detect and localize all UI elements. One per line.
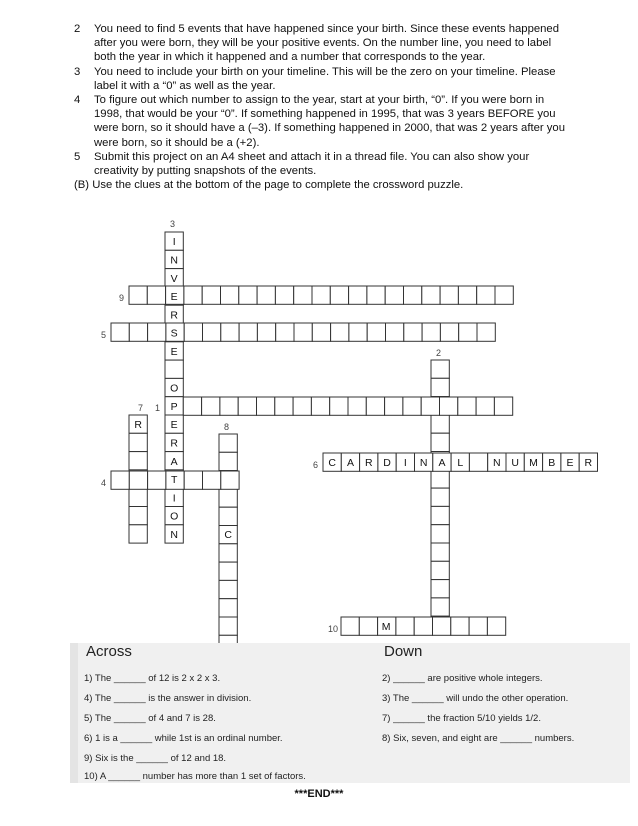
crossword-letter: R [170,437,178,450]
crossword-cell[interactable] [221,471,239,489]
crossword-cell[interactable] [311,397,329,415]
crossword-letter: O [170,382,179,395]
crossword-letter: N [170,528,178,541]
crossword-cell[interactable] [129,452,147,470]
end-marker: ***END*** [294,788,344,800]
crossword-cell[interactable] [469,453,487,471]
crossword-cell[interactable] [219,599,237,617]
crossword-cell[interactable] [458,397,476,415]
crossword-letter: A [346,457,354,470]
crossword-cell[interactable] [367,286,385,304]
crossword-cell[interactable] [294,323,312,341]
crossword-cell[interactable] [221,286,239,304]
crossword-cell[interactable] [129,323,147,341]
crossword-cell[interactable] [469,617,487,635]
crossword-letter: M [529,457,538,470]
crossword-letter: V [170,272,178,285]
crossword-letter: N [170,254,178,267]
crossword-grid [0,210,638,650]
down-clue-7: 7) ______ the fraction 5/10 yields 1/2. [382,713,541,724]
crossword-letter: E [170,291,178,304]
crossword-cell[interactable] [202,286,220,304]
crossword-letter: L [457,457,464,470]
crossword-cell[interactable] [184,286,202,304]
crossword-cell[interactable] [458,286,476,304]
crossword-cell[interactable] [385,286,403,304]
crossword-cell[interactable] [341,617,359,635]
clue-number-1: 1 [155,403,161,413]
crossword-cell[interactable] [495,286,513,304]
crossword-cell[interactable] [148,323,166,341]
instruction-item [74,93,574,150]
down-clue-2: 2) ______ are positive whole integers. [382,673,543,684]
crossword-cell[interactable] [129,286,147,304]
crossword-cell[interactable] [202,397,220,415]
across-clue-1: 1) The ______ of 12 is 2 x 2 x 3. [84,673,221,684]
crossword-cell[interactable] [184,323,202,341]
instruction-item [74,22,574,65]
crossword-letter: R [584,457,593,470]
crossword-letter: E [170,345,178,358]
crossword-cell[interactable] [239,323,257,341]
crossword-cell[interactable] [275,397,293,415]
crossword-cell[interactable] [422,286,440,304]
crossword-cell[interactable] [487,617,505,635]
crossword-cell[interactable] [459,323,477,341]
crossword-cell[interactable] [421,397,439,415]
crossword-cell[interactable] [477,286,495,304]
crossword-cell[interactable] [219,544,237,562]
crossword-letter: P [170,400,178,413]
crossword-cell[interactable] [330,397,348,415]
crossword-letter: R [134,419,142,432]
crossword-cell[interactable] [147,286,165,304]
crossword-letter: C [328,457,336,470]
crossword-cell[interactable] [349,286,367,304]
crossword-cell[interactable] [477,323,495,341]
crossword-letter: B [548,457,556,470]
instruction-number: 4 [74,94,81,107]
crossword-cell[interactable] [396,617,414,635]
crossword-cell[interactable] [165,360,183,378]
crossword-cell[interactable] [221,323,239,341]
crossword-letter: E [170,419,178,432]
crossword-letter: E [566,457,574,470]
crossword-cell[interactable] [431,415,449,433]
crossword-cell[interactable] [183,397,201,415]
crossword-cell[interactable] [422,323,440,341]
across-heading: Across [86,643,132,660]
instruction-text: You need to include your birth on your timeline. This will be the zero on your timeline. Please label it with a “0” as well as the year. [94,65,556,92]
clue-number-9: 9 [119,293,125,303]
crossword-cell[interactable] [385,397,403,415]
clue-number-10: 10 [328,624,339,634]
crossword-cell[interactable] [366,397,384,415]
crossword-cell[interactable] [219,617,237,635]
crossword-cell[interactable] [404,286,422,304]
crossword-cell[interactable] [348,397,366,415]
clue-number-3: 3 [170,219,176,229]
crossword-cell[interactable] [494,397,512,415]
clue-panel-shadow [70,643,78,783]
crossword-cell[interactable] [431,488,449,506]
crossword-cell[interactable] [440,323,458,341]
crossword-letter: O [170,510,179,523]
across-clue-10: 10) A ______ number has more than 1 set of factors. [84,771,306,782]
crossword-letter: D [383,457,391,470]
crossword-cell[interactable] [276,323,294,341]
across-clue-6: 6) 1 is a ______ while 1st is an ordinal number. [84,733,283,744]
clue-number-4: 4 [101,478,107,488]
instruction-item [74,65,574,93]
crossword-letter: N [419,457,428,470]
crossword-cell[interactable] [293,397,311,415]
crossword-cell[interactable] [440,397,458,415]
crossword-cell[interactable] [203,323,221,341]
crossword-cell[interactable] [431,433,449,451]
instruction-item [74,150,574,178]
crossword-cell[interactable] [312,323,330,341]
across-clue-4: 4) The ______ is the answer in division. [84,693,252,704]
crossword-letter: N [493,457,501,470]
crossword-cell[interactable] [404,323,422,341]
crossword-cell[interactable] [220,397,238,415]
instructions-list [74,22,574,192]
crossword-cell[interactable] [219,489,237,507]
crossword-cell[interactable] [414,617,432,635]
crossword-cell[interactable] [451,617,469,635]
crossword-cell[interactable] [431,378,449,396]
crossword-cell[interactable] [294,286,312,304]
crossword-cell[interactable] [129,433,147,451]
crossword-cell[interactable] [239,286,257,304]
crossword-cell[interactable] [431,543,449,561]
instruction-number: 2 [74,23,81,35]
crossword-letter: R [364,457,373,470]
crossword-cell[interactable] [257,286,275,304]
crossword-cell[interactable] [331,323,349,341]
crossword-cell[interactable] [219,452,237,470]
instruction-number: 3 [74,65,81,78]
crossword-letter: T [170,474,178,487]
crossword-cell[interactable] [440,286,458,304]
part-b-heading: (B) Use the clues at the bottom of the page to complete the crossword puzzle. [74,179,464,192]
crossword-cell[interactable] [386,323,404,341]
crossword-letter: A [438,457,446,470]
crossword-letter: I [403,457,407,470]
down-heading: Down [384,643,423,660]
crossword-cell[interactable] [403,397,421,415]
crossword-cell[interactable] [257,323,275,341]
crossword-cell[interactable] [476,397,494,415]
crossword-cell[interactable] [431,525,449,543]
crossword-cell[interactable] [431,598,449,616]
instruction-text: To figure out which number to assign to the year, start at your birth, “0”. If you were born in 1998, that would be your “0”. If something happened in 1995, that was 3 years BEFORE you were born, so it should have a (–3). If something happened in 2000, that was 2 years after you were born, so it should be a (+2). [94,94,565,149]
crossword-letter: M [381,621,391,634]
crossword-cell[interactable] [275,286,293,304]
crossword-cell[interactable] [184,471,202,489]
across-clue-9: 9) Six is the ______ of 12 and 18. [84,753,227,764]
crossword-cell[interactable] [359,617,377,635]
instruction-number: 5 [74,150,81,163]
crossword-cell[interactable] [431,506,449,524]
crossword-cell[interactable] [431,561,449,579]
crossword-cell[interactable] [367,323,385,341]
clue-number-7: 7 [138,403,144,413]
crossword-puzzle [0,210,638,650]
clue-number-8: 8 [224,422,230,432]
crossword-cell[interactable] [431,580,449,598]
crossword-letter: I [172,492,176,505]
across-clue-5: 5) The ______ of 4 and 7 is 28. [84,713,216,724]
down-clue-3: 3) The ______ will undo the other operation. [382,693,569,704]
crossword-cell[interactable] [219,507,237,525]
crossword-cell[interactable] [238,397,256,415]
crossword-cell[interactable] [431,470,449,488]
crossword-cell[interactable] [312,286,330,304]
down-clue-8: 8) Six, seven, and eight are ______ numbers. [382,733,575,744]
crossword-cell[interactable] [129,471,147,489]
crossword-cell[interactable] [129,525,147,543]
crossword-letter: U [511,457,519,470]
crossword-letter: S [170,327,178,340]
clue-number-2: 2 [436,348,442,358]
clue-panel [78,643,630,783]
crossword-letter: A [170,455,178,468]
crossword-cell[interactable] [349,323,367,341]
crossword-cell[interactable] [148,471,166,489]
crossword-cell[interactable] [330,286,348,304]
crossword-cell[interactable] [111,471,129,489]
crossword-letter: R [170,309,178,322]
crossword-cell[interactable] [111,323,129,341]
crossword-cell[interactable] [431,360,449,378]
crossword-letter: C [224,529,232,542]
instruction-text: You need to find 5 events that have happened since your birth. Since these events happened after you were born, they will be your positive events. On the number line, you need to label both the year in which it happened and a number that corresponds to the year. [94,23,559,64]
clue-number-6: 6 [313,460,319,470]
crossword-cell[interactable] [219,562,237,580]
crossword-cell[interactable] [129,488,147,506]
crossword-cell[interactable] [203,471,221,489]
crossword-letter: I [172,236,176,249]
crossword-cell[interactable] [219,434,237,452]
crossword-cell[interactable] [433,617,451,635]
crossword-cell[interactable] [219,580,237,598]
crossword-cell[interactable] [129,507,147,525]
instruction-text: Submit this project on an A4 sheet and attach it in a thread file. You can also show your creativity by putting snapshots of the events. [94,150,530,178]
clue-number-5: 5 [101,330,107,340]
crossword-cell[interactable] [257,397,275,415]
